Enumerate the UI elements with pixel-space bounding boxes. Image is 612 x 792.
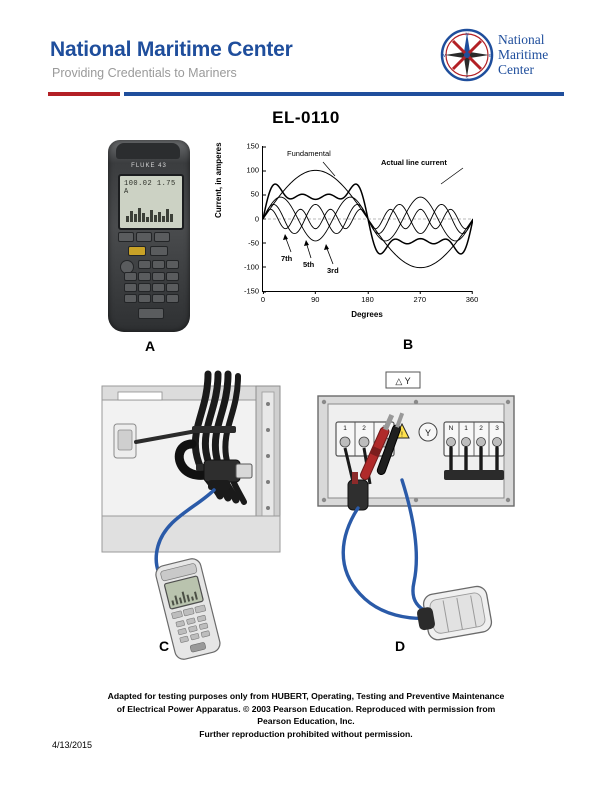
credit-line-4: Further reproduction prohibited without permission.: [199, 728, 413, 739]
nmc-wordmark-line-1: National: [498, 32, 545, 47]
meter-keypad-row-2a: [124, 272, 137, 281]
chart-y-tick: 150: [246, 142, 263, 151]
page-header: [0, 0, 612, 100]
figure-panel-d: [310, 368, 520, 663]
meter-softkey-3: [154, 232, 170, 242]
clamp-meter-illustration: [108, 140, 190, 332]
meter-keypad-row-3a: [124, 283, 137, 292]
chart-x-tick: 90: [311, 291, 319, 304]
organization-name: National Maritime Center: [50, 38, 293, 61]
svg-text:!: !: [401, 431, 403, 439]
svg-text:2: 2: [479, 425, 483, 432]
meter-power-key: [138, 308, 164, 319]
meter-keypad-row-3d: [166, 283, 179, 292]
organization-tagline: Providing Credentials to Mariners: [52, 66, 237, 80]
chart-x-tick: 360: [466, 291, 479, 304]
chart-plot-area: [243, 141, 479, 304]
chart-y-tick: 0: [255, 214, 263, 223]
chart-y-tick: -150: [244, 287, 263, 296]
meter-keypad-row-4a: [124, 294, 137, 303]
svg-text:N: N: [465, 31, 469, 37]
credit-block: [0, 690, 612, 740]
panel-label-b: B: [402, 336, 414, 352]
nmc-wordmark-line-3: Center: [498, 62, 534, 77]
credit-line-3: Pearson Education, Inc.: [257, 716, 355, 726]
meter-keypad-row-4c: [152, 294, 165, 303]
harmonics-chart: [214, 138, 486, 319]
chart-y-tick: 100: [246, 166, 263, 175]
chart-annotation-actual-line-current: Actual line current: [381, 158, 447, 167]
credit-line-2: of Electrical Power Apparatus. © 2003 Pearson Education. Reproduced with permission from: [116, 703, 496, 714]
svg-text:3: 3: [495, 425, 499, 432]
header-divider: [48, 92, 564, 96]
chart-annotation-fundamental: Fundamental: [287, 149, 331, 158]
chart-annotation-5th: 5th: [303, 260, 315, 269]
chart-series-group: [263, 146, 473, 292]
svg-text:E: E: [488, 52, 493, 58]
meter-top-housing: [116, 143, 180, 159]
chart-annotation-3rd: 3rd: [327, 266, 339, 275]
meter-keypad-row-2c: [152, 272, 165, 281]
svg-text:2: 2: [362, 425, 366, 432]
meter-keypad-row-4d: [166, 294, 179, 303]
panel-label-d: D: [394, 638, 406, 654]
meter-keypad-row-2d: [166, 272, 179, 281]
svg-text:W: W: [441, 52, 446, 58]
meter-keypad: [116, 232, 182, 324]
page-title: EL-0110: [272, 108, 340, 127]
meter-softkey-2: [136, 232, 152, 242]
panel-label-a: A: [144, 338, 156, 354]
meter-keypad-row-3c: [152, 283, 165, 292]
meter-display-bargraph: [126, 200, 176, 222]
chart-y-tick: -100: [244, 262, 263, 271]
clamp-on-test-illustration: [96, 368, 296, 663]
meter-keypad-row-3b: [138, 283, 151, 292]
svg-text:S: S: [465, 75, 469, 81]
credit-line-1: Adapted for testing purposes only from HUBERT, Operating, Testing and Preventive Maintenance: [107, 691, 505, 701]
meter-keypad-row-1b: [152, 260, 165, 269]
svg-text:△ Y: △ Y: [395, 376, 411, 386]
nmc-wordmark: [498, 32, 548, 77]
date-stamp: 4/13/2015: [52, 740, 93, 750]
meter-softkey-1: [118, 232, 134, 242]
svg-text:1: 1: [343, 425, 347, 432]
header-divider-blue: [124, 92, 564, 96]
chart-x-tick: 0: [261, 291, 265, 304]
national-maritime-center-seal-icon: [440, 28, 494, 82]
chart-annotation-7th: 7th: [281, 254, 293, 263]
figure-panel-c: [96, 368, 296, 663]
svg-text:Y: Y: [424, 428, 432, 438]
meter-function-key: [128, 246, 146, 256]
meter-keypad-row-1c: [166, 260, 179, 269]
meter-brand-label: FLUKE 43: [131, 163, 167, 169]
figure-panel-b: [214, 138, 488, 352]
panel-label-c: C: [158, 638, 170, 654]
figure-panel-a: [108, 140, 198, 354]
svg-text:1: 1: [464, 425, 468, 432]
chart-x-axis-label: Degrees: [351, 310, 383, 319]
meter-keypad-row-2b: [138, 272, 151, 281]
terminal-box-test-illustration: [310, 368, 520, 663]
meter-display-readout: 100.02 1.75 A: [124, 180, 176, 196]
chart-y-tick: 50: [251, 190, 263, 199]
meter-nav-key: [150, 246, 168, 256]
chart-y-tick: -50: [248, 238, 263, 247]
svg-text:N: N: [448, 425, 454, 432]
nmc-wordmark-line-2: Maritime: [498, 47, 549, 62]
header-divider-red: [48, 92, 120, 96]
chart-x-tick: 270: [413, 291, 426, 304]
meter-keypad-row-1a: [138, 260, 151, 269]
chart-x-tick: 180: [361, 291, 374, 304]
meter-keypad-row-4b: [138, 294, 151, 303]
meter-display: [118, 174, 184, 230]
chart-y-axis-label: Current, in amperes: [214, 142, 223, 218]
